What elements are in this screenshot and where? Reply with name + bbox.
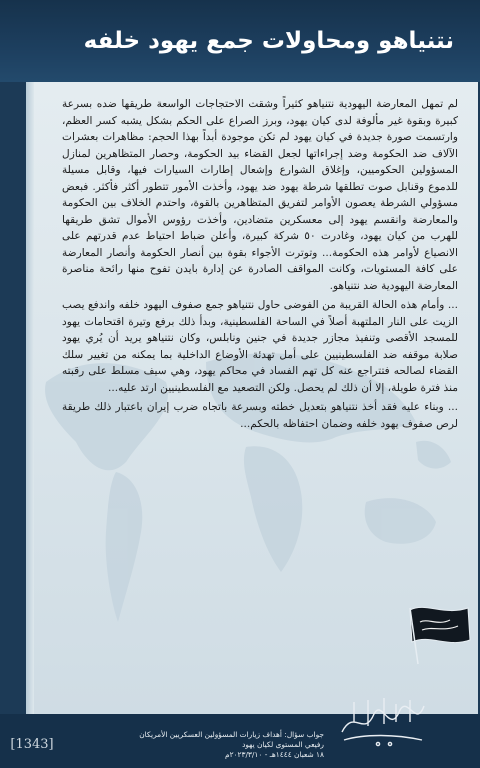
footer-note-line1: جواب سؤال: أهداف زيارات المسؤولين العسكريين الأمريكان رفيعي المستوى لكيان يهود [139, 730, 324, 749]
issue-number-badge: [1343] [10, 737, 54, 752]
footer-source-note [138, 730, 324, 760]
page-title: نتنياهو ومحاولات جمع يهود خلفه [83, 28, 454, 54]
article-paragraph-1: لم تمهل المعارضة اليهودية نتنياهو كثيراً وشقت الاحتجاجات الواسعة طريقها ضده بسرعة كبيرة وبقوة غير مألوفة لدى كيان يهود، وبرز الصراع على الحكم بشكل يشبه كسر العظم، وارتسمت صورة جديدة في كيان يهود لم تكن موجودة أبداً بهذا الحجم: مظاهرات بعشرات الآلاف ضد الحكومة وضد إجراءاتها لجعل القضاء بيد الحكومة، وحصار المتظاهرين لمنازل المسؤولين الحكوميين، وإغلاق الشوارع وإشعال إطارات السيارات فيها، وقابل مسيلة للدموع وقنابل صوت تطلقها شرطة يهود ضد يهود، وأخذت الأمور تتطور أكثر فأكثر. فبعض مسؤولي الشرطة يعصون الأوامر لتفريق المتظاهرين بالقوة، واحتدم الخلاف بين الحكومة والمعارضة وانقسم يهود إلى معسكرين متضادين، وأخذت رؤوس الأموال تشق طريقها للهرب من كيان يهود، وغادرت ٥٠ شركة كبيرة، وأعلن ضباط احتياط عدم قدرتهم على الانصياع لأوامر هذه الحكومة... وتوترت الأجواء بقوة بين أنصار الحكومة وأنصار المعارضة على كافة المستويات، وكانت المواقف الصادرة عن إدارة بايدن تفوح منها رائحة مناصرة المعارضة اليهودية ضد نتنياهو. [62, 98, 458, 292]
calligraphy-seal-icon [334, 688, 430, 750]
article-paragraph-2: ... وأمام هذه الحالة القريبة من الفوضى حاول نتنياهو جمع صفوف اليهود خلفه واندفع يصب الزيت على النار الملتهبة أصلاً في الساحة الفلسطينية، وبدأ ذلك برفع وتيرة اقتحامات يهود للمسجد الأقصى وتنفيذ مجازر جديدة في جنين ونابلس، وكان نتنياهو يريد أن يُري يهود صلابة موقفه ضد الفلسطينيين على أمل تهدئة الأوضاع الداخلية بما يمكنه من تغيير سلك القضاء لصالحه فتتراجع عنه كل تهم الفساد في محاكم يهود، وهي سيف مسلط على رقبته منذ فترة طويلة، إلا أن ذلك لم يحصل. ولكن التصعيد مع الفلسطينيين ارتد عليه... [62, 299, 458, 394]
banner-flag-icon [404, 600, 474, 666]
header-bar [0, 0, 480, 82]
article-paragraph-3: ... وبناء عليه فقد أخذ نتنياهو بتعديل خطته وبسرعة باتجاه ضرب إيران باعتبار ذلك طريقة لرص صفوف يهود خلفه وضمان احتفاظه بالحكم... [62, 401, 458, 430]
article-body [62, 96, 458, 435]
footer-note-line2: ١٨ شعبان ١٤٤٤هـ - ٢٠٢٣/٣/١٠م [224, 750, 324, 759]
